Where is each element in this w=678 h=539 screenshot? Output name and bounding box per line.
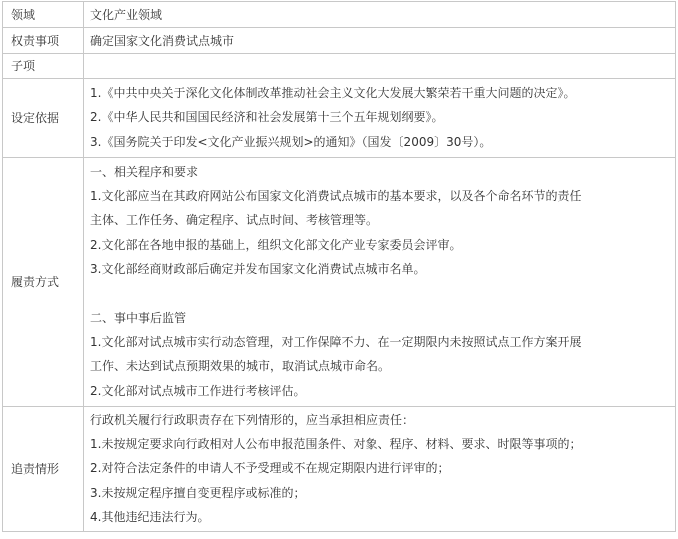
row-value-accountability (84, 406, 676, 531)
table-row-accountability (3, 406, 676, 531)
table-row-subitem (3, 54, 676, 79)
row-value-method (84, 157, 676, 406)
row-label-accountability: 追责情形 (3, 406, 84, 531)
row-value-basis (84, 79, 676, 158)
row-label-subitem: 子项 (3, 54, 84, 79)
row-label-basis: 设定依据 (3, 79, 84, 158)
method-line: 工作、未达到试点预期效果的城市，取消试点城市命名。 (90, 359, 391, 374)
method-line: 1.文化部对试点城市实行动态管理，对工作保障不力、在一定期限内未按照试点工作方案开展 (90, 334, 582, 349)
table-row-basis (3, 79, 676, 158)
basis-line: 3.《国务院关于印发<文化产业振兴规划>的通知》（国发〔2009〕30号）。 (90, 134, 492, 149)
row-value-matter: 确定国家文化消费试点城市 (84, 28, 676, 54)
basis-line: 1.《中共中央关于深化文化体制改革推动社会主义文化大发展大繁荣若干重大问题的决定》。 (90, 86, 576, 100)
table-row-method (3, 157, 676, 406)
accountability-line: 3.未按规定程序擅自变更程序或标准的； (90, 485, 306, 500)
row-value-subitem (84, 54, 676, 79)
method-line: 2.文化部对试点城市工作进行考核评估。 (90, 383, 306, 398)
accountability-line: 1.未按规定要求向行政相对人公布申报范围条件、对象、程序、材料、要求、时限等事项的； (90, 437, 582, 452)
method-line: 二、事中事后监管 (90, 310, 187, 325)
table-row-matter (3, 28, 676, 54)
method-line: 2.文化部在各地申报的基础上，组织文化部文化产业专家委员会评审。 (90, 237, 462, 252)
method-line: 1.文化部应当在其政府网站公布国家文化消费试点城市的基本要求，以及各个命名环节的责任 (90, 189, 582, 204)
row-label-matter: 权责事项 (3, 28, 84, 54)
table-row-domain (3, 2, 676, 28)
method-line: 主体、工作任务、确定程序、试点时间、考核管理等。 (90, 213, 379, 228)
accountability-line: 4.其他违纪违法行为。 (90, 510, 210, 525)
accountability-line: 行政机关履行行政职责存在下列情形的，应当承担相应责任： (90, 412, 415, 427)
responsibility-table (2, 1, 676, 532)
method-line: 3.文化部经商财政部后确定并发布国家文化消费试点城市名单。 (90, 262, 426, 277)
row-label-domain: 领域 (3, 2, 84, 28)
row-value-domain: 文化产业领域 (84, 2, 676, 28)
basis-line: 2.《中华人民共和国国民经济和社会发展第十三个五年规划纲要》。 (90, 110, 444, 125)
method-blank-line (90, 281, 669, 305)
method-line: 一、相关程序和要求 (90, 164, 199, 179)
accountability-line: 2.对符合法定条件的申请人不予受理或不在规定期限内进行评审的； (90, 461, 450, 476)
row-label-method: 履责方式 (3, 157, 84, 406)
